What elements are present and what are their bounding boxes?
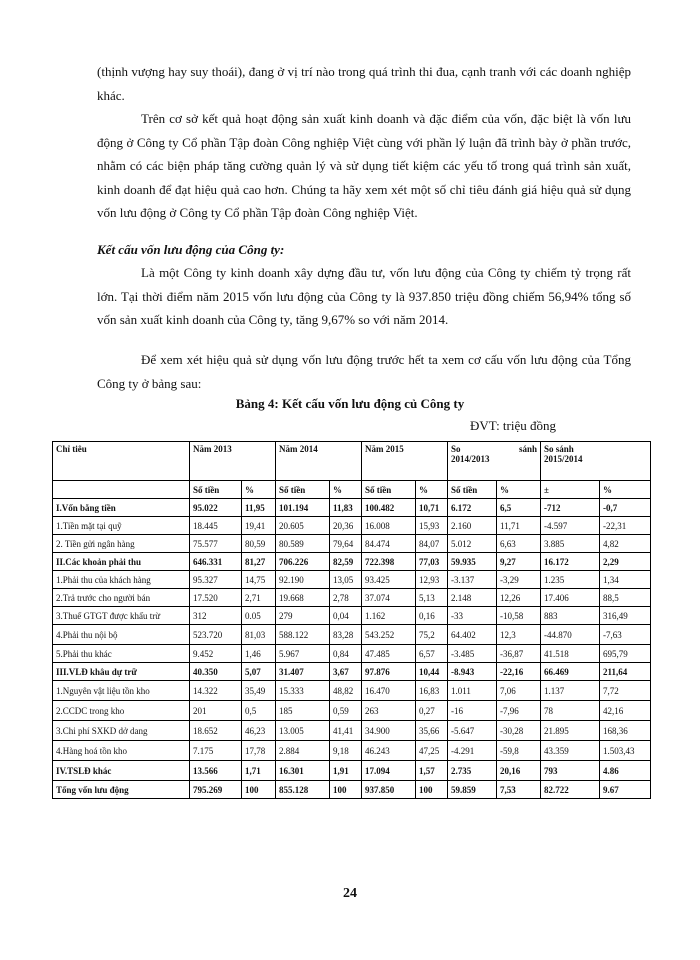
table-row: 4.Phải thu nội bộ 523.720 81,03 588.122 83,28 543.252 75,2 64.402 12,3 -44.870 -7,63 (53, 625, 651, 645)
table-row: 3.Chi phí SXKD dở dang 18.652 46,23 13.005 41,41 34.900 35,66 -5.647 -30,28 21.895 168,36 (53, 721, 651, 741)
header-2014: Năm 2014 (276, 442, 362, 481)
table-row: 4.Hàng hoá tồn kho 7.175 17,78 2.884 9,18 46.243 47,25 -4.291 -59,8 43.359 1.503,43 (53, 741, 651, 761)
table-row: I.Vốn bằng tiền 95.022 11,95 101.194 11,83 100.482 10,71 6.172 6,5 -712 -0,7 (53, 499, 651, 517)
table-row: III.VLĐ khâu dự trữ 40.350 5,07 31.407 3,67 97.876 10,44 -8.943 -22,16 66.469 211,64 (53, 663, 651, 681)
table-row: 5.Phải thu khác 9.452 1,46 5.967 0,84 47.485 6,57 -3.485 -36,87 41.518 695,79 (53, 645, 651, 663)
paragraph-capital-structure: Là một Công ty kinh doanh xây dựng đầu tư, vốn lưu động của Công ty chiếm tỷ trọng rất lớn. Tại thời điểm năm 2015 vốn lưu động của Công ty là 937.850 triệu đồng chiếm 56,94% tổng số vốn sản xuất kinh doanh của Công ty, tăng 9,67% so với năm 2014. (97, 265, 631, 327)
table-row: 1.Tiền mặt tại quỹ 18.445 19,41 20.605 20,36 16.008 15,93 2.160 11,71 -4.597 -22,31 (53, 517, 651, 535)
table-row: 1.Phải thu của khách hàng 95.327 14,75 92.190 13,05 93.425 12,93 -3.137 -3,29 1.235 1,34 (53, 571, 651, 589)
page-number: 24 (343, 886, 357, 901)
table-row: II.Các khoản phải thu 646.331 81,27 706.226 82,59 722.398 77,03 59.935 9,27 16.172 2,29 (53, 553, 651, 571)
working-capital-table (52, 441, 651, 799)
header-compare-2014-2013: So sánh 2014/2013 (448, 442, 541, 481)
header-compare-2015-2014: So sánh 2015/2014 (541, 442, 651, 481)
paragraph-context: Trên cơ sở kết quả hoạt động sản xuất kinh doanh và đặc điểm của vốn, đặc biệt là vốn lưu động ở Công ty Cổ phần Tập đoàn Công nghiệp Việt cùng với phần lý luận đã trình bày ở phần trước, nhằm có các biện pháp tăng cường quản lý và sử dụng tiết kiệm các yếu tố trong quá trình sản xuất, kinh doanh để đạt hiệu quả cao hơn. Chúng ta hãy xem xét một số chỉ tiêu đánh giá hiệu quả sử dụng vốn lưu động ở Công ty Cổ phần Tập đoàn Công nghiệp Việt. (97, 111, 631, 220)
section-heading: Kết cấu vốn lưu động của Công ty: (97, 242, 285, 257)
table-row: 3.Thuế GTGT được khấu trừ 312 0.05 279 0,04 1.162 0,16 -33 -10,58 883 316,49 (53, 607, 651, 625)
table-caption: Bảng 4: Kết cấu vốn lưu động củ Công ty (235, 396, 465, 411)
table-row-total: Tổng vốn lưu động 795.269 100 855.128 100 937.850 100 59.859 7,53 82.722 9.67 (53, 781, 651, 799)
table-row: 2.CCDC trong kho 201 0,5 185 0,59 263 0,27 -16 -7,96 78 42,16 (53, 701, 651, 721)
header-2015: Năm 2015 (362, 442, 448, 481)
table-row: 2. Tiền gửi ngân hàng 75.577 80,59 80.589 79,64 84.474 84,07 5.012 6,63 3.885 4,82 (53, 535, 651, 553)
table-unit: ĐVT: triệu đồng (470, 418, 557, 433)
header-row (53, 442, 651, 481)
header-2013: Năm 2013 (190, 442, 276, 481)
paragraph-intro: (thịnh vượng hay suy thoái), đang ở vị trí nào trong quá trình thi đua, cạnh tranh với các doanh nghiệp khác. (97, 64, 631, 103)
paragraph-table-intro: Để xem xét hiệu quả sử dụng vốn lưu động trước hết ta xem cơ cấu vốn lưu động của Tổng Công ty ở bảng sau: (97, 352, 631, 391)
header-chitieu: Chỉ tiêu (53, 442, 190, 481)
table-row: 2.Trả trước cho người bán 17.520 2,71 19.668 2,78 37.074 5,13 2.148 12,26 17.406 88,5 (53, 589, 651, 607)
subheader-row: Số tiền % Số tiền % Số tiền % Số tiền % ± % (53, 481, 651, 499)
table-row: IV.TSLĐ khác 13.566 1,71 16.301 1,91 17.094 1,57 2.735 20,16 793 4.86 (53, 761, 651, 781)
table-row: 1.Nguyên vật liệu tồn kho 14.322 35,49 15.333 48,82 16.470 16,83 1.011 7,06 1.137 7,72 (53, 681, 651, 701)
